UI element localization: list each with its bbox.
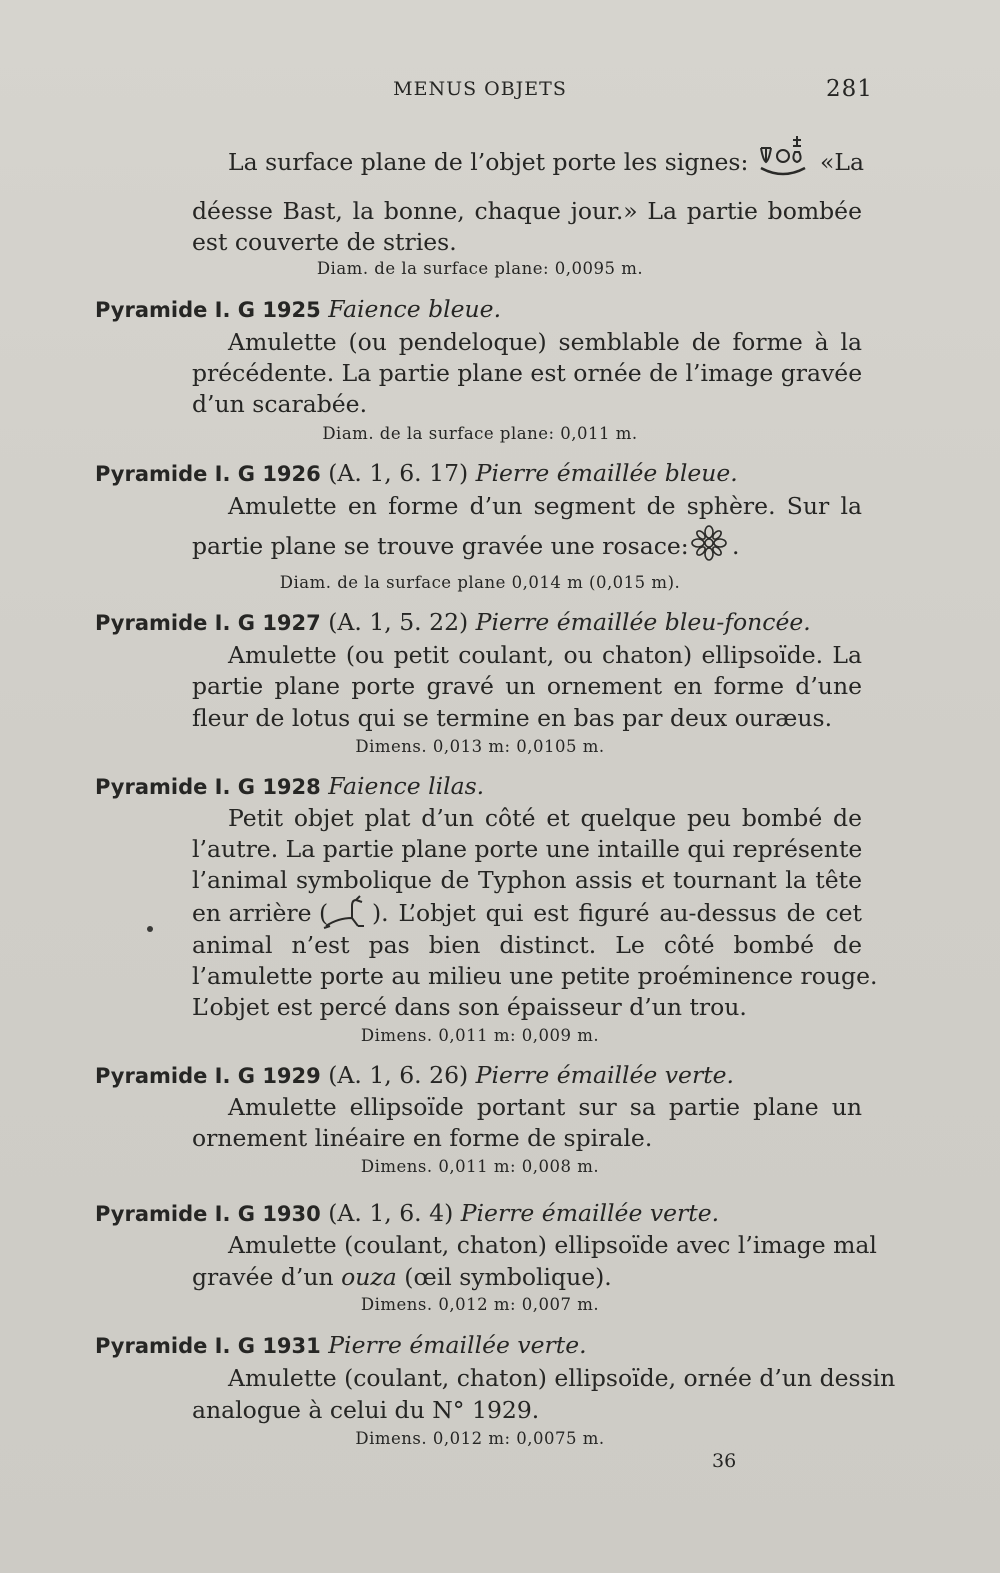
entry-term: ouza: [341, 1263, 397, 1291]
entry-label: Pyramide I. G 1926: [95, 462, 321, 486]
entry-line: L’objet est percé dans son épaisseur d’un trou.: [192, 993, 747, 1021]
intro-dimensions: Diam. de la surface plane: 0,0095 m.: [316, 259, 644, 278]
entry-label: Pyramide I. G 1931: [95, 1334, 321, 1358]
entry-line-text: gravée d’un: [192, 1263, 334, 1291]
entry-dimensions: Dimens. 0,012 m: 0,007 m.: [360, 1295, 600, 1314]
entry-reference: (A. 1, 6. 26): [328, 1061, 469, 1089]
entry-heading: [95, 1329, 587, 1361]
entry-material: Faience bleue.: [328, 295, 502, 323]
entry-reference: (A. 1, 5. 22): [328, 608, 469, 636]
entry-material: Pierre émaillée verte.: [475, 1061, 735, 1089]
intro-line-1: La surface plane de l’objet porte les signes:: [228, 148, 749, 176]
entry-line: fleur de lotus qui se termine en bas par deux ouræus.: [192, 704, 833, 732]
entry-line: Amulette (ou petit coulant, ou chaton) ellipsoïde. La: [228, 641, 862, 669]
entry-material: Pierre émaillée verte.: [328, 1331, 587, 1359]
entry-reference: (A. 1, 6. 4): [328, 1199, 454, 1227]
page-number: 281: [826, 76, 873, 102]
entry-line: Amulette ellipsoïde portant sur sa partie plane un: [228, 1093, 862, 1121]
hieroglyph-bast-icon: [755, 132, 813, 188]
entry-label: Pyramide I. G 1929: [95, 1064, 321, 1088]
entry-line: Amulette (coulant, chaton) ellipsoïde, ornée d’un dessin: [228, 1364, 896, 1392]
entry-dimensions: Diam. de la surface plane: 0,011 m.: [322, 424, 638, 443]
entry-heading: [95, 293, 501, 325]
entry-dimensions: Dimens. 0,013 m: 0,0105 m.: [355, 737, 605, 756]
entry-label: Pyramide I. G 1930: [95, 1202, 321, 1226]
entry-line: partie plane porte gravé un ornement en forme d’une: [192, 672, 862, 700]
entry-line: d’un scarabée.: [192, 390, 368, 418]
entry-reference: (A. 1, 6. 17): [328, 459, 469, 487]
entry-material: Faience lilas.: [328, 772, 485, 800]
entry-line: animal n’est pas bien distinct. Le côté bombé de: [192, 931, 862, 959]
entry-label: Pyramide I. G 1927: [95, 611, 321, 635]
entry-dimensions: Dimens. 0,011 m: 0,008 m.: [360, 1157, 600, 1176]
signature-mark: 36: [712, 1450, 737, 1472]
intro-line-3: est couverte de stries.: [192, 228, 457, 256]
entry-line: partie plane se trouve gravée une rosace:: [192, 532, 689, 560]
entry-line: ornement linéaire en forme de spirale.: [192, 1124, 653, 1152]
entry-line-text: (œil symbolique).: [404, 1263, 612, 1291]
entry-material: Pierre émaillée bleue.: [475, 459, 738, 487]
entry-line: Amulette (coulant, chaton) ellipsoïde avec l’image mal: [228, 1231, 877, 1259]
entry-line: l’amulette porte au milieu une petite proéminence rouge.: [192, 962, 878, 990]
entry-line-end: .: [732, 532, 740, 560]
entry-heading: [95, 606, 811, 638]
entry-line: Amulette en forme d’un segment de sphère. Sur la: [228, 492, 862, 520]
entry-line: Petit objet plat d’un côté et quelque peu bombé de: [228, 804, 862, 832]
entry-line: précédente. La partie plane est ornée de l’image gravée: [192, 359, 863, 387]
entry-line: l’animal symbolique de Typhon assis et tournant la tête: [192, 866, 862, 894]
entry-dimensions: Dimens. 0,011 m: 0,009 m.: [360, 1026, 600, 1045]
entry-heading: [95, 457, 738, 489]
running-title: MENUS OBJETS: [393, 78, 567, 100]
entry-line: ). L’objet qui est figuré au-dessus de cet: [372, 899, 862, 927]
entry-line: [192, 1261, 862, 1293]
entry-heading: [95, 1059, 734, 1091]
intro-line-1-end: «La: [820, 148, 864, 176]
entry-label: Pyramide I. G 1925: [95, 298, 321, 322]
intro-line-2: déesse Bast, la bonne, chaque jour.» La partie bombée: [192, 197, 862, 225]
entry-line: l’autre. La partie plane porte une intaille qui représente: [192, 835, 863, 863]
entry-label: Pyramide I. G 1928: [95, 775, 321, 799]
rosace-icon: [690, 524, 728, 566]
entry-line: analogue à celui du N° 1929.: [192, 1396, 540, 1424]
entry-dimensions: Dimens. 0,012 m: 0,0075 m.: [355, 1429, 605, 1448]
page-speck: [147, 926, 153, 932]
running-head: [0, 78, 1000, 108]
entry-line: Amulette (ou pendeloque) semblable de forme à la: [228, 328, 862, 356]
entry-dimensions: Diam. de la surface plane 0,014 m (0,015 m).: [279, 573, 681, 592]
entry-heading: [95, 1197, 719, 1229]
entry-line: en arrière (: [192, 899, 329, 927]
entry-material: Pierre émaillée bleu-foncée.: [475, 608, 811, 636]
entry-heading: [95, 770, 484, 802]
entry-material: Pierre émaillée verte.: [460, 1199, 720, 1227]
